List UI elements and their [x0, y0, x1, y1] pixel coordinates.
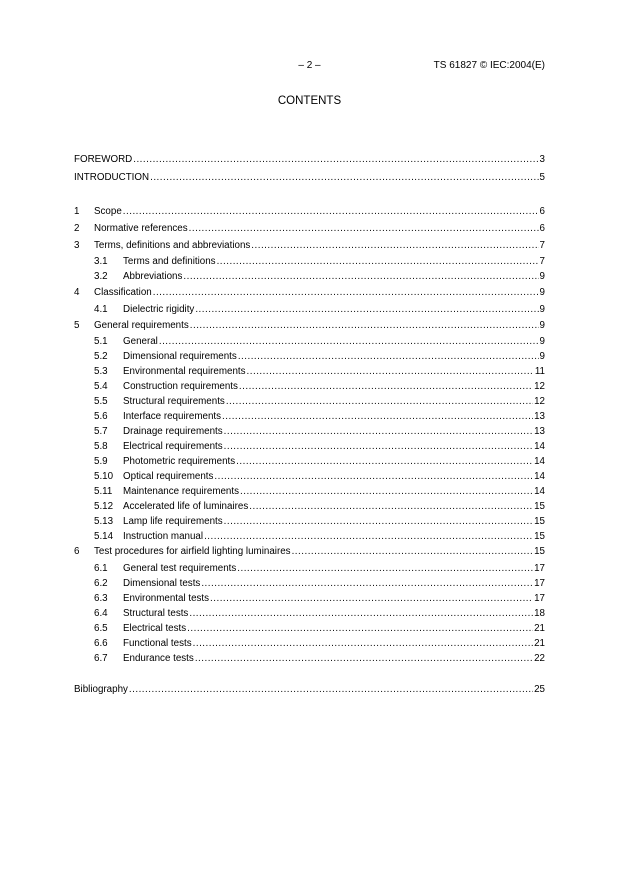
toc-entry-title: Classification — [94, 287, 152, 298]
toc-leader-dots — [240, 486, 533, 498]
toc-entry-number: 5 — [74, 320, 80, 331]
toc-entry-title: Bibliography — [74, 684, 128, 695]
toc-leader-dots — [251, 240, 538, 252]
toc-entry-title: Drainage requirements — [123, 426, 223, 437]
toc-entry-number: 6.6 — [94, 638, 108, 649]
toc-leader-dots — [193, 638, 533, 650]
toc-entry-number: 6 — [74, 546, 80, 557]
toc-leader-dots — [189, 223, 539, 235]
toc-entry-page: 17 — [534, 593, 545, 604]
toc-entry-number: 5.5 — [94, 396, 108, 407]
toc-entry-number: 6.1 — [94, 563, 108, 574]
toc-entry-page: 15 — [534, 546, 545, 557]
toc-entry-number: 1 — [74, 206, 80, 217]
toc-leader-dots — [236, 456, 533, 468]
toc-entry-number: 3.2 — [94, 271, 108, 282]
toc-entry-page: 12 — [534, 396, 545, 407]
toc-entry-page: 15 — [534, 501, 545, 512]
toc-entry-number: 6.4 — [94, 608, 108, 619]
toc-leader-dots — [204, 531, 533, 543]
toc-leader-dots — [123, 206, 539, 218]
toc-leader-dots — [292, 546, 534, 558]
toc-entry-title: INTRODUCTION — [74, 172, 150, 183]
toc-leader-dots — [214, 471, 533, 483]
toc-entry-title: Dielectric rigidity — [123, 304, 195, 315]
toc-leader-dots — [224, 516, 533, 528]
toc-entry-number: 5.10 — [94, 471, 114, 482]
toc-entry-title: Terms and definitions — [123, 256, 216, 267]
toc-entry-title: FOREWORD — [74, 154, 133, 165]
toc-entry[interactable] — [74, 378, 545, 393]
toc-entry-page: 14 — [534, 471, 545, 482]
toc-leader-dots — [183, 271, 538, 283]
toc-entry-number: 5.8 — [94, 441, 108, 452]
toc-entry-title: General test requirements — [123, 563, 237, 574]
toc-entry-title: Environmental requirements — [123, 366, 246, 377]
toc-entry-number: 5.2 — [94, 351, 108, 362]
toc-leader-dots — [133, 154, 538, 166]
toc-entry-title: Electrical tests — [123, 623, 187, 634]
toc-leader-dots — [238, 351, 539, 363]
toc-entry-title: Normative references — [94, 223, 188, 234]
toc-entry[interactable] — [74, 301, 545, 316]
page-title: CONTENTS — [277, 95, 342, 107]
toc-entry-page: 18 — [534, 608, 545, 619]
toc-entry[interactable] — [74, 483, 545, 498]
toc-entry-title: Accelerated life of luminaires — [123, 501, 249, 512]
toc-leader-dots — [190, 320, 539, 332]
toc-entry[interactable] — [74, 528, 545, 543]
toc-leader-dots — [195, 653, 533, 665]
toc-entry-page: 14 — [534, 441, 545, 452]
toc-entry[interactable] — [74, 498, 545, 513]
toc-entry-page: 21 — [534, 638, 545, 649]
toc-leader-dots — [189, 608, 533, 620]
toc-entry-number: 2 — [74, 223, 80, 234]
toc-entry-page: 22 — [534, 653, 545, 664]
page-number: – 2 – — [298, 60, 321, 71]
toc-entry-number: 5.13 — [94, 516, 114, 527]
toc-leader-dots — [129, 684, 533, 696]
toc-entry[interactable] — [74, 681, 545, 696]
toc-entry-title: Test procedures for airfield lighting luminaires — [94, 546, 291, 557]
toc-entry-page: 9 — [539, 320, 545, 331]
toc-entry-title: Endurance tests — [123, 653, 194, 664]
toc-entry-title: Scope — [94, 206, 122, 217]
toc-entry[interactable] — [74, 423, 545, 438]
toc-entry-title: General — [123, 336, 158, 347]
toc-entry[interactable] — [74, 590, 545, 605]
toc-entry-title: Abbreviations — [123, 271, 183, 282]
toc-leader-dots — [249, 501, 533, 513]
toc-entry-number: 3 — [74, 240, 80, 251]
toc-entry-page: 5 — [539, 172, 545, 183]
toc-entry-title: Electrical requirements — [123, 441, 223, 452]
toc-leader-dots — [247, 366, 534, 378]
toc-entry-page: 25 — [534, 684, 545, 695]
toc-entry-page: 21 — [534, 623, 545, 634]
toc-entry[interactable] — [74, 348, 545, 363]
toc-entry-title: Lamp life requirements — [123, 516, 223, 527]
toc-entry-number: 5.4 — [94, 381, 108, 392]
toc-entry[interactable] — [74, 284, 545, 299]
toc-entry[interactable] — [74, 408, 545, 423]
toc-entry[interactable] — [74, 268, 545, 283]
toc-entry-page: 6 — [539, 223, 545, 234]
toc-entry-title: Interface requirements — [123, 411, 222, 422]
toc-entry[interactable] — [74, 560, 545, 575]
toc-entry-page: 9 — [539, 271, 545, 282]
toc-entry[interactable] — [74, 333, 545, 348]
toc-entry-number: 5.3 — [94, 366, 108, 377]
toc-entry-number: 6.2 — [94, 578, 108, 589]
toc-entry[interactable] — [74, 253, 545, 268]
toc-entry-page: 11 — [534, 366, 545, 377]
toc-leader-dots — [201, 578, 533, 590]
toc-leader-dots — [153, 287, 539, 299]
toc-entry[interactable] — [74, 363, 545, 378]
toc-entry-number: 5.6 — [94, 411, 108, 422]
toc-entry-page: 14 — [534, 456, 545, 467]
toc-leader-dots — [226, 396, 533, 408]
toc-entry[interactable] — [74, 543, 545, 558]
document-reference: TS 61827 © IEC:2004(E) — [433, 60, 545, 71]
toc-entry[interactable] — [74, 317, 545, 332]
toc-leader-dots — [237, 563, 533, 575]
toc-entry[interactable] — [74, 393, 545, 408]
toc-entry-number: 6.3 — [94, 593, 108, 604]
toc-entry-page: 13 — [534, 411, 545, 422]
toc-entry-number: 5.11 — [94, 486, 113, 497]
toc-entry-number: 5.14 — [94, 531, 114, 542]
toc-entry[interactable] — [74, 169, 545, 184]
toc-entry-number: 5.1 — [94, 336, 108, 347]
toc-entry-page: 7 — [539, 256, 545, 267]
toc-entry-title: Structural requirements — [123, 396, 225, 407]
toc-entry-title: Terms, definitions and abbreviations — [94, 240, 251, 251]
toc-entry-title: Environmental tests — [123, 593, 210, 604]
toc-leader-dots — [195, 304, 538, 316]
toc-entry[interactable] — [74, 203, 545, 218]
toc-entry-title: Functional tests — [123, 638, 192, 649]
toc-entry-page: 12 — [534, 381, 545, 392]
toc-entry-page: 9 — [539, 287, 545, 298]
toc-entry-title: General requirements — [94, 320, 189, 331]
toc-entry[interactable] — [74, 650, 545, 665]
toc-entry-number: 6.7 — [94, 653, 108, 664]
toc-leader-dots — [150, 172, 538, 184]
toc-entry-page: 9 — [539, 336, 545, 347]
toc-entry-title: Construction requirements — [123, 381, 238, 392]
toc-entry-number: 4 — [74, 287, 80, 298]
toc-entry-page: 9 — [539, 304, 545, 315]
toc-entry-page: 7 — [539, 240, 545, 251]
toc-entry[interactable] — [74, 151, 545, 166]
toc-leader-dots — [217, 256, 539, 268]
toc-entry-number: 3.1 — [94, 256, 108, 267]
toc-entry-number: 6.5 — [94, 623, 108, 634]
toc-entry-title: Structural tests — [123, 608, 189, 619]
toc-leader-dots — [210, 593, 533, 605]
toc-entry[interactable] — [74, 620, 545, 635]
toc-entry-page: 9 — [539, 351, 545, 362]
toc-entry[interactable] — [74, 605, 545, 620]
toc-entry[interactable] — [74, 438, 545, 453]
toc-entry[interactable] — [74, 513, 545, 528]
toc-entry-title: Instruction manual — [123, 531, 204, 542]
toc-entry[interactable] — [74, 635, 545, 650]
toc-entry-page: 14 — [534, 486, 545, 497]
toc-entry-page: 17 — [534, 563, 545, 574]
toc-leader-dots — [222, 411, 533, 423]
toc-entry-number: 5.12 — [94, 501, 114, 512]
toc-entry-page: 3 — [539, 154, 545, 165]
toc-entry-title: Maintenance requirements — [123, 486, 239, 497]
toc-entry[interactable] — [74, 220, 545, 235]
toc-entry-title: Dimensional requirements — [123, 351, 237, 362]
toc-entry[interactable] — [74, 468, 545, 483]
toc-entry[interactable] — [74, 237, 545, 252]
toc-entry-title: Photometric requirements — [123, 456, 236, 467]
toc-entry-title: Optical requirements — [123, 471, 214, 482]
toc-entry-number: 5.9 — [94, 456, 108, 467]
toc-leader-dots — [187, 623, 533, 635]
toc-entry-page: 15 — [534, 531, 545, 542]
toc-entry-number: 5.7 — [94, 426, 108, 437]
toc-entry-title: Dimensional tests — [123, 578, 201, 589]
toc-entry[interactable] — [74, 453, 545, 468]
toc-leader-dots — [224, 441, 533, 453]
toc-entry-page: 13 — [534, 426, 545, 437]
toc-entry-page: 15 — [534, 516, 545, 527]
toc-leader-dots — [239, 381, 533, 393]
toc-leader-dots — [159, 336, 539, 348]
toc-entry-number: 4.1 — [94, 304, 108, 315]
toc-entry-page: 6 — [539, 206, 545, 217]
toc-entry[interactable] — [74, 575, 545, 590]
toc-entry-page: 17 — [534, 578, 545, 589]
toc-leader-dots — [224, 426, 533, 438]
